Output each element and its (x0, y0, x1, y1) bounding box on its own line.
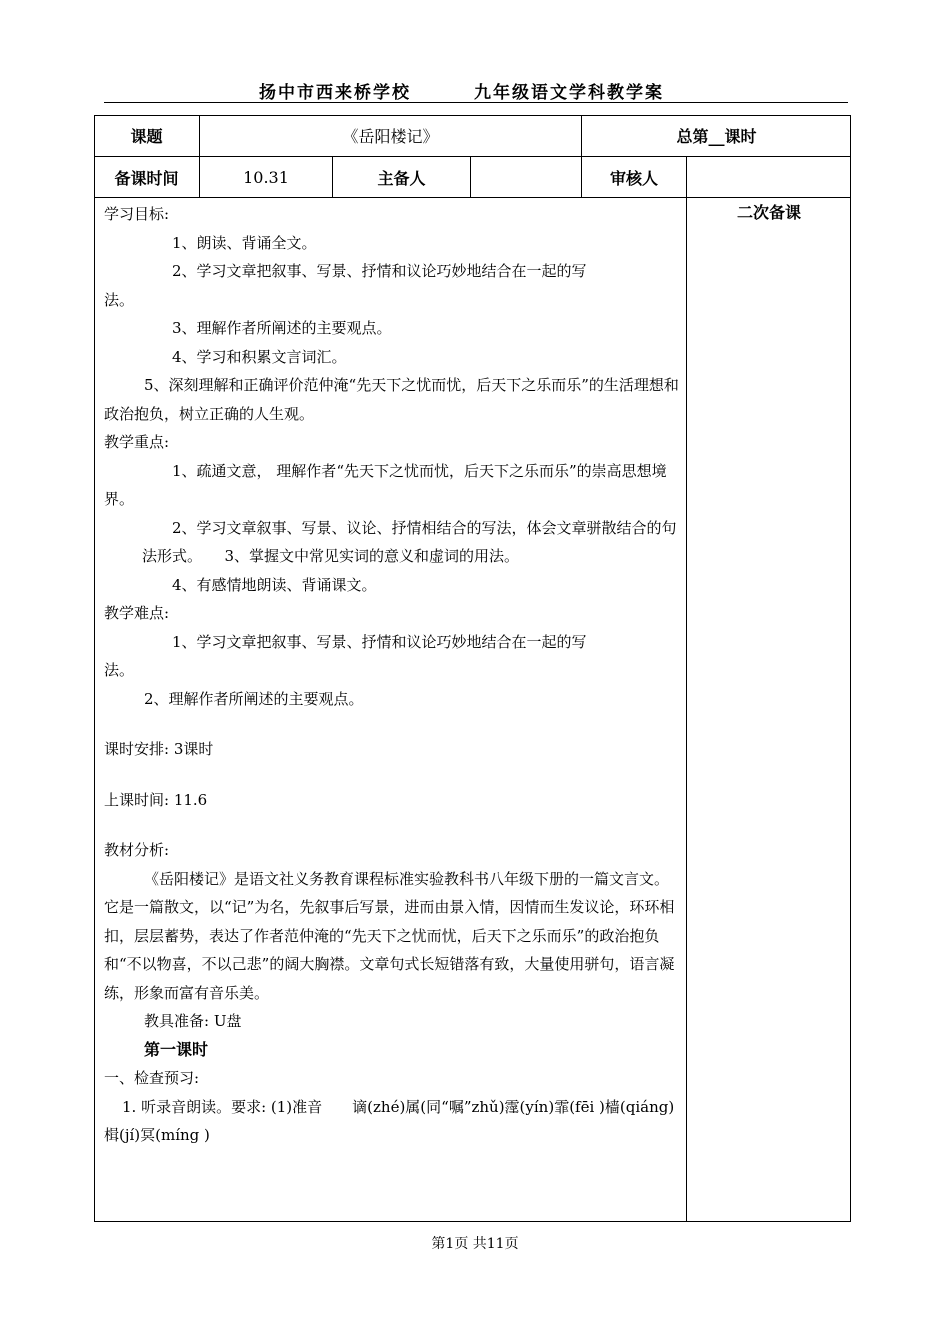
goal-item: 1、朗读、背诵全文。 (172, 233, 317, 252)
lesson-count: 总第__课时 (676, 127, 757, 146)
topic-label: 课题 (130, 127, 163, 146)
topic-value: 《岳阳楼记》 (342, 127, 439, 146)
main-preparer-label: 主备人 (377, 168, 426, 188)
goals-title: 学习目标: (104, 205, 170, 223)
check-item: 1. 听录音朗读。要求: (1)准音 谪(zhé)属(同“嘱”zhǔ)霪(yín)霏(fēi )樯(qiáng)楫(jí)冥(míng ) (104, 1097, 675, 1144)
goal-item-continued: 法。 (104, 290, 135, 309)
second-prep-label: 二次备课 (736, 203, 801, 222)
subject-title: 九年级语文学科教学案 (474, 83, 664, 103)
analysis-text: 《岳阳楼记》是语文社义务教育课程标准实验教科书八年级下册的一篇文言文。它是一篇散文，以“记”为名，先叙事后写景，进而由景入情，因情而生发议论，环环相扣，层层蓄势，表达了作者范仲淹的“先天下之忧而忧，后天下之乐而乐”的政治抱负和“不以物喜，不以己悲”的阔大胸襟。文章句式长短错落有致，大量使用骈句，语言凝练，形象而富有音乐美。 (104, 869, 675, 1002)
page-footer: 第1页 共11页 (431, 1236, 519, 1252)
prep-time-value: 10.31 (243, 167, 289, 187)
lesson-content (104, 200, 682, 1150)
goal-item: 2、学习文章把叙事、写景、抒情和议论巧妙地结合在一起的写 (172, 262, 587, 280)
goal-item: 4、学习和积累文言词汇。 (172, 347, 347, 366)
key-points-title: 教学重点: (104, 433, 170, 451)
key-point-item: 1、疏通文意， 理解作者“先天下之忧而忧，后天下之乐而乐”的崇高思想境界。 (104, 461, 667, 508)
reviewer-label: 审核人 (609, 168, 658, 188)
difficulty-item: 2、理解作者所阐述的主要观点。 (144, 689, 364, 708)
school-name: 扬中市西来桥学校 (259, 83, 411, 103)
goal-item: 5、深刻理解和正确评价范仲淹“先天下之忧而忧，后天下之乐而乐”的生活理想和政治抱负，树立正确的人生观。 (104, 376, 679, 423)
prep-time-label: 备课时间 (114, 168, 179, 188)
lesson1-title: 第一课时 (144, 1039, 209, 1059)
difficulty-item: 1、学习文章把叙事、写景、抒情和议论巧妙地结合在一起的写 (172, 632, 587, 651)
page-header (104, 76, 848, 103)
main-preparer-value (471, 157, 581, 197)
difficulty-item-continued: 法。 (104, 661, 135, 679)
teaching-tools: 教具准备: U盘 (144, 1012, 242, 1030)
key-point-item: 4、有感情地朗读、背诵课文。 (172, 575, 377, 594)
class-time: 上课时间: 11.6 (104, 790, 208, 809)
row-divider (94, 197, 851, 198)
difficulties-title: 教学难点: (104, 604, 170, 622)
key-point-item: 2、学习文章叙事、写景、议论、抒情相结合的写法，体会文章骈散结合的句法形式。 3、掌握文中常见实词的意义和虚词的用法。 (142, 518, 677, 565)
reviewer-value (687, 157, 851, 197)
class-hours: 课时安排: 3课时 (104, 740, 214, 758)
goal-item: 3、理解作者所阐述的主要观点。 (172, 319, 392, 337)
check-title: 一、检查预习: (104, 1069, 200, 1087)
analysis-title: 教材分析: (104, 841, 170, 859)
column-divider (686, 156, 687, 1222)
